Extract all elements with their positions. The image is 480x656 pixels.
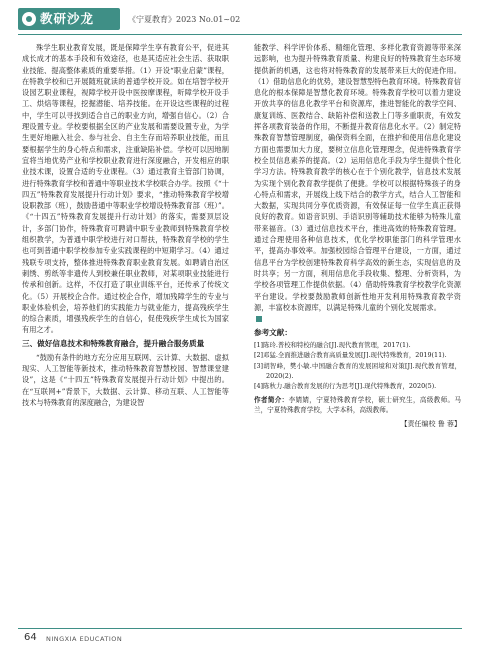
reference-item: [1]陈玲.普校和特校的融合[J].现代教育管理，2017(1).	[254, 340, 411, 349]
references-title: 参考文献：	[254, 328, 292, 338]
section-heading: 三、做好信息技术和特殊教育融合，提升融合服务质量	[22, 338, 205, 348]
left-column	[22, 42, 229, 608]
reference-item: [3]胡智峰，樊小敏.中国融合教育的发展困境和对策[J].现代教育管理，2020(2).	[254, 361, 461, 380]
page-footer	[0, 622, 480, 656]
header-divider	[18, 34, 462, 35]
body-paragraph: 殊学生职业教育发展，既是保障学生享有教育公平，促进其成长成才的基本手段和有效途径，也是其适应社会生活、获取职业技能、提高整体素质的重要举措。（1）开设“职业启蒙”课程，在特教学校和已开展随班就读的普通学校开设。如在培智学校开设园艺职业课程，视障学校开设中医按摩课程，听障学校开设手工、烘焙等课程，挖掘潜能、培养技能。在开设这些课程的过程中，学生可以寻找到适合自己的职业方向，增强自信心。（2）合理设置专业。学校要根据全区的产业发展和需要设置专业，为学生更好地融入社会、参与社会、自主生存而培养职业技能，而且要根据学生的身心特点和需求，注重缺陷补偿。学校可以因地制宜将当地优势产业和学校职业教育进行深度融合，开发相应的职业技术课，设置合适的专业课程。（3）通过教育主管部门协调，进行特殊教育学校和普通中等职业技术学校联合办学。按照《“十四五”特殊教育发展提升行动计划》要求，“推动特殊教育学校增设职教部（班），鼓励普通中等职业学校增设特殊教育部（班）”。《“十四五”特殊教育发展提升行动计划》的落实，需要顶层设计，多部门协作，特殊教育可聘请中职专业教师到特殊教育学校组织教学，为普通中职学校进行对口帮扶，特殊教育学校的学生也可到普通中职学校参加专业实践课程的中短期学习。（4）通过残联专项支持，整体推进特殊教育职业教育发展。如聘请自治区刺绣、剪纸等非遗传人到校兼任职业教师，对某项职业技能进行传承和创新。这样，不仅打造了职业训练平台，还传承了传统文化。（5）开展校企合作。通过校企合作，增加残障学生的专业与职业体验机会，培养他们的实践能力与就业能力，提高残疾学生的综合素质，增强残疾学生的自信心，促使残疾学生成长为国家有用之才。	[22, 43, 229, 335]
author-bio-label: 作者简介：	[254, 395, 289, 404]
journal-name: NINGXIA EDUCATION	[46, 635, 123, 643]
right-column	[254, 42, 461, 608]
editor-note: 【责任编校 鲁 蓉】	[400, 419, 461, 428]
column-logo-text: 教研沙龙	[40, 11, 95, 26]
column-logo	[18, 8, 120, 30]
page-header	[0, 0, 480, 44]
body-paragraph: 能教学、科学评价体系、精细化管理、多样化教育资源等带来深远影响，也为提升特殊教育质量、构建良好的特殊教育生态环境提供新的机遇，这也将对特殊教育的发展带来巨大的促进作用。（1）借助信息化的优势，建设智慧型特色教育环境。特殊教育信息化的根本保障是智慧化教育环境。特殊教育学校可以着力建设开放共享的信息化教学平台和资源库，推进智能化的教学空间、康复训练、医教结合、缺陷补偿和送教上门等多重职责，有效发挥各项教育装备的作用，不断提升教育信息化水平。（2）制定特殊教育智慧管理制度，确保资料全面，在推护和使用信息化建设方面也需要加大力度，要树立信息化管理理念，促进特殊教育学校全员信息素养的提高。（2）运用信息化手段为学生提供个性化学习方法。特殊教育教学的核心在于个别化教学，信息技术发展为实现个别化教育教学提供了便捷。学校可以根据特殊孩子的身心特点和需求，开展线上线下结合的教学方式，结合人工智能和大数据，实现共同分享优质资源，有效保证每一位学生真正获得良好的教育。如语音识别、手语识别等辅助技术能够为特殊儿童带来福音。（3）通过信息技术平台，推进高效的特殊教育管理。通过合理使用各种信息技术，优化学校职能部门的科学管理水平，提高办事效率。加强校园综合管理平台建设，一方面，通过信息平台为学校创建特殊教育科学高效的新生态，实现信息的及时共享；另一方面，利用信息化手段收集、整理、分析资料，为学校各项管理工作提供依据。（4）借助特殊教育学校教学化资源平台建设。学校要鼓励教师创新性地开发利用特殊教育教学资源，丰富校本资源库，以满足特殊儿童的个别化发展需求。	[254, 43, 461, 312]
author-bio	[254, 395, 461, 416]
reference-item: [4]陈秋力.融合教育发展的行为思考[J].现代特殊教育，2020(5).	[254, 382, 437, 391]
page-number: 64	[24, 632, 37, 643]
logo-mark-icon	[22, 12, 36, 26]
article-end-icon	[256, 316, 262, 322]
reference-item: [2]邓猛.全面推进融合教育高质量发展[J].现代特殊教育，2019(11).	[254, 351, 447, 360]
footer-divider	[18, 628, 462, 629]
author-bio-text: 李婧婧，宁夏特殊教育学校，硕士研究生，高级教师。马兰，宁夏特殊教育学校，大学本科，高级教师。	[254, 395, 461, 415]
body-paragraph: “鼓励有条件的地方充分应用互联网、云计算、大数据、虚拟现实、人工智能等新技术，推动特殊教育智慧校园、智慧课堂建设”，这是《“十四五”特殊教育发展提升行动计划》中提出的。在“互联网+”背景下，大数据、云计算、移动互联、人工智能等技术与特殊教育的深度融合，为建设智	[22, 352, 229, 407]
issue-info: 《宁夏教育》2023 No.01~02	[128, 15, 241, 24]
